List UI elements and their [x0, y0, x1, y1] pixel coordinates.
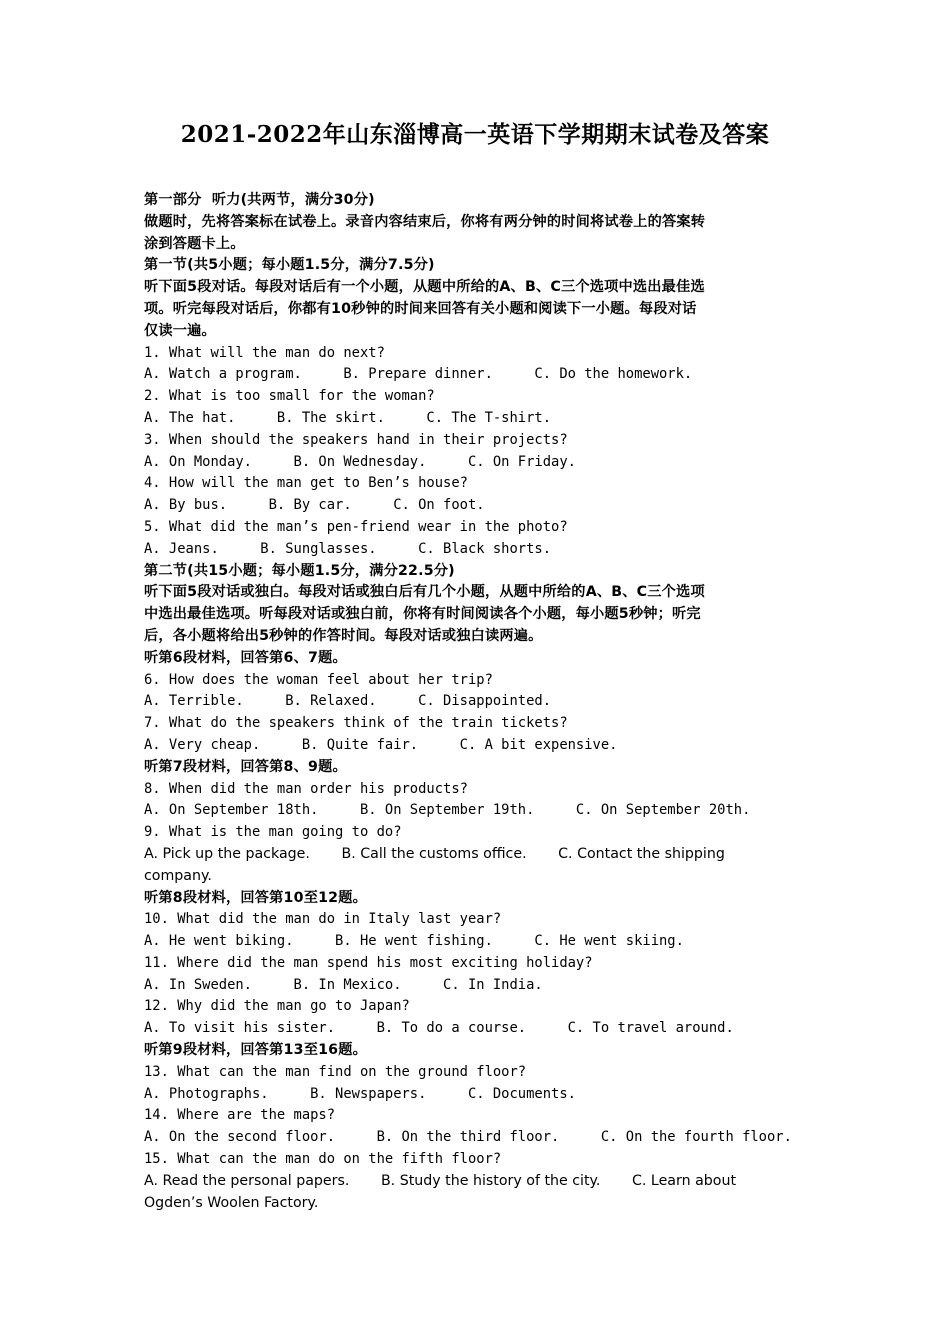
question-line: A. Pick up the package. B. Call the customs office. C. Contact the shipping: [144, 845, 725, 862]
section-instruction-line: 听第6段材料，回答第6、7题。: [144, 649, 347, 666]
question-line: 5. What did the man’s pen-friend wear in the photo?: [144, 518, 568, 535]
question-line: A. To visit his sister. B. To do a course. C. To travel around.: [144, 1020, 734, 1037]
section-instruction-line: 涂到答题卡上。: [144, 235, 245, 252]
question-line: company.: [144, 867, 212, 884]
question-line: A. On September 18th. B. On September 19th. C. On September 20th.: [144, 802, 751, 819]
question-line: A. By bus. B. By car. C. On foot.: [144, 497, 485, 514]
question-line: Ogden’s Woolen Factory.: [144, 1194, 319, 1211]
question-line: 6. How does the woman feel about her trip?: [144, 671, 493, 688]
question-line: A. Watch a program. B. Prepare dinner. C. Do the homework.: [144, 366, 693, 383]
question-line: A. Jeans. B. Sunglasses. C. Black shorts.: [144, 540, 552, 557]
question-line: A. On the second floor. B. On the third floor. C. On the fourth floor.: [144, 1129, 792, 1146]
question-line: A. Read the personal papers. B. Study the history of the city. C. Learn about: [144, 1172, 737, 1189]
section-instruction-line: 仅读一遍。: [144, 322, 216, 339]
question-line: 3. When should the speakers hand in their projects?: [144, 431, 568, 448]
question-line: A. Photographs. B. Newspapers. C. Documents.: [144, 1085, 576, 1102]
question-line: 13. What can the man find on the ground floor?: [144, 1063, 527, 1080]
question-line: A. Very cheap. B. Quite fair. C. A bit expensive.: [144, 736, 618, 753]
section-instruction-line: 中选出最佳选项。听每段对话或独白前，你将有时间阅读各个小题，每小题5秒钟；听完: [144, 606, 701, 623]
section-instruction-line: 听下面5段对话或独白。每段对话或独白后有几个小题，从题中所给的A、B、C三个选项: [144, 584, 705, 601]
question-line: 15. What can the man do on the fifth floor?: [144, 1151, 502, 1168]
document-title: 2021-2022年山东淄博高一英语下学期期末试卷及答案: [180, 121, 770, 148]
question-line: A. The hat. B. The skirt. C. The T-shirt.: [144, 409, 552, 426]
question-line: A. On Monday. B. On Wednesday. C. On Friday.: [144, 453, 576, 470]
section-instruction-line: 听第8段材料，回答第10至12题。: [144, 889, 368, 906]
question-line: 12. Why did the man go to Japan?: [144, 998, 410, 1015]
question-line: 9. What is the man going to do?: [144, 824, 402, 841]
section-instruction-line: 第一节(共5小题；每小题1.5分，满分7.5分): [144, 257, 435, 274]
question-line: 11. Where did the man spend his most exciting holiday?: [144, 954, 593, 971]
question-line: A. In Sweden. B. In Mexico. C. In India.: [144, 976, 543, 993]
question-line: A. Terrible. B. Relaxed. C. Disappointed.: [144, 693, 552, 710]
section-instruction-line: 听下面5段对话。每段对话后有一个小题，从题中所给的A、B、C三个选项中选出最佳选: [144, 279, 705, 296]
question-line: 10. What did the man do in Italy last year?: [144, 911, 502, 928]
question-line: 2. What is too small for the woman?: [144, 388, 435, 405]
question-line: A. He went biking. B. He went fishing. C. He went skiing.: [144, 933, 684, 950]
document-body: [144, 190, 810, 1214]
section-instruction-line: 第二节(共15小题；每小题1.5分，满分22.5分): [144, 562, 455, 579]
section-instruction-line: 后，各小题将给出5秒钟的作答时间。每段对话或独白读两遍。: [144, 627, 543, 644]
question-line: 1. What will the man do next?: [144, 344, 385, 361]
section-instruction-line: 听第7段材料，回答第8、9题。: [144, 758, 347, 775]
question-line: 7. What do the speakers think of the train tickets?: [144, 715, 568, 732]
question-line: 4. How will the man get to Ben’s house?: [144, 475, 468, 492]
section-instruction-line: 第一部分 听力(共两节，满分30分): [144, 192, 375, 208]
section-instruction-line: 项。听完每段对话后，你都有10秒钟的时间来回答有关小题和阅读下一小题。每段对话: [144, 300, 697, 317]
question-line: 8. When did the man order his products?: [144, 780, 468, 797]
question-line: 14. Where are the maps?: [144, 1107, 336, 1124]
section-instruction-line: 做题时，先将答案标在试卷上。录音内容结束后，你将有两分钟的时间将试卷上的答案转: [144, 213, 706, 230]
section-instruction-line: 听第9段材料，回答第13至16题。: [144, 1042, 368, 1059]
